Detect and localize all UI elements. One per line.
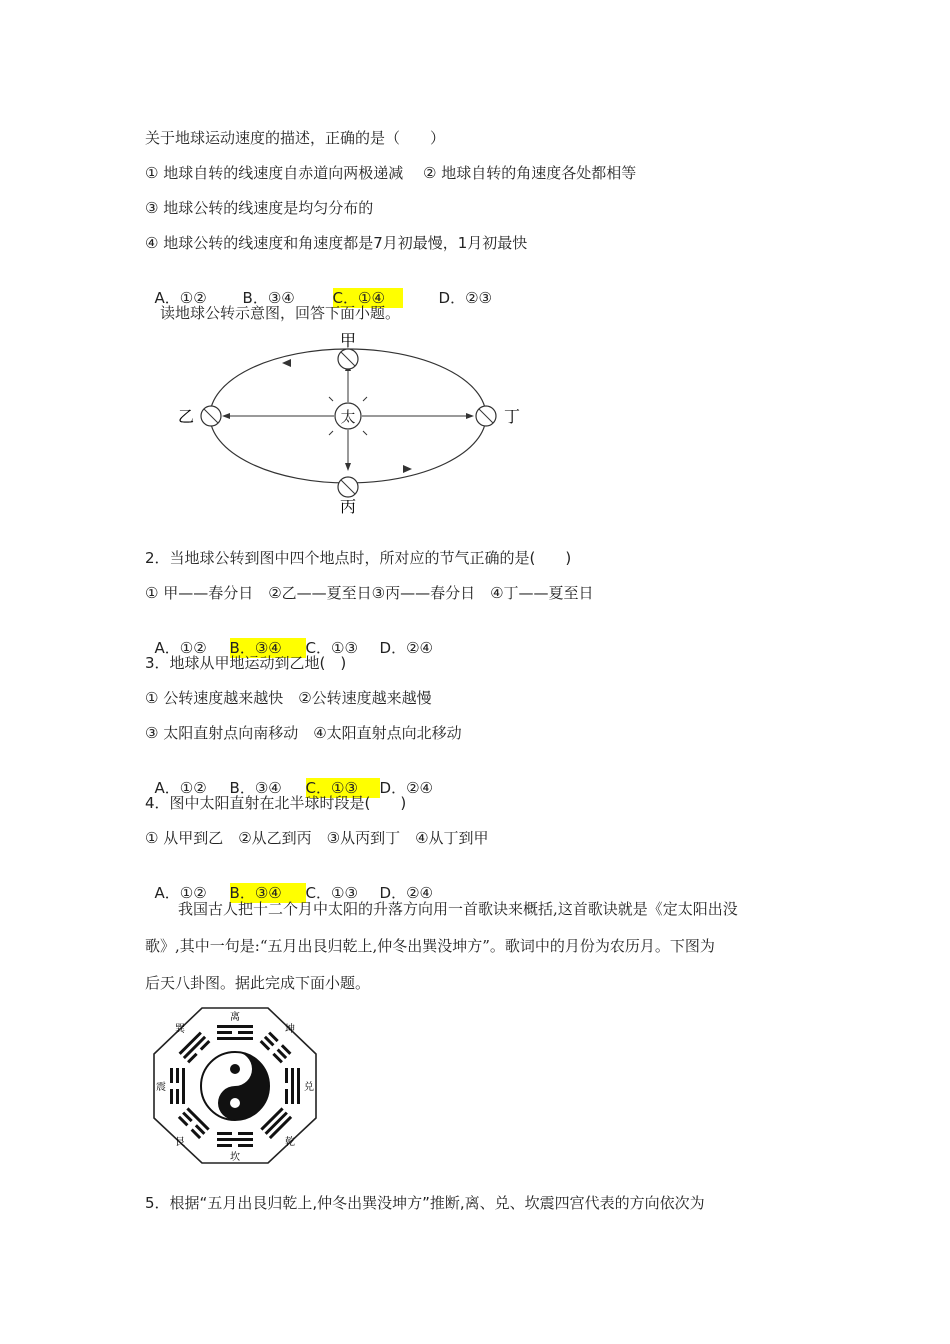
- q1-statement-3: ③ 地球公转的线速度是均匀分布的: [145, 199, 374, 217]
- earth-bottom-icon: [338, 477, 358, 497]
- q2-option-a[interactable]: A．①②: [154, 639, 207, 657]
- bagua-li: 离: [230, 1012, 240, 1023]
- q2-stem: 2．当地球公转到图中四个地点时，所对应的节气正确的是( ): [145, 549, 572, 567]
- q3-option-d[interactable]: D．②④: [379, 779, 433, 797]
- earth-right-icon: [476, 406, 496, 426]
- q4-option-c[interactable]: C．①③: [305, 884, 358, 902]
- q1-statement-4: ④ 地球公转的线速度和角速度都是7月初最慢，1月初最快: [145, 234, 528, 252]
- bagua-zhen: 震: [156, 1082, 166, 1093]
- q4-options: [145, 863, 433, 903]
- bagua-kun: 坤: [285, 1024, 295, 1035]
- label-bing: 丙: [339, 497, 357, 516]
- q1-option-b[interactable]: B．③④: [242, 289, 295, 307]
- q1-statement-1-2: ① 地球自转的线速度自赤道向两极递减 ② 地球自转的角速度各处都相等: [145, 164, 637, 182]
- q2-option-b[interactable]: B．③④: [230, 638, 306, 658]
- q3-option-a[interactable]: A．①②: [154, 779, 207, 797]
- q4-option-b[interactable]: B．③④: [230, 883, 306, 903]
- label-jia: 甲: [339, 331, 357, 350]
- q3-stem: 3．地球从甲地运动到乙地( ): [145, 654, 347, 672]
- bagua-gen: 艮: [175, 1137, 185, 1148]
- bagua-xun: 巽: [175, 1024, 185, 1035]
- q3-option-b[interactable]: B．③④: [229, 779, 282, 797]
- bagua-qian: 乾: [285, 1137, 295, 1148]
- q3-option-c[interactable]: C．①③: [306, 778, 380, 798]
- label-ding: 丁: [503, 407, 521, 426]
- bagua-kan: 坎: [230, 1152, 240, 1163]
- q5-stem: 5．根据“五月出艮归乾上,仲冬出巽没坤方”推断,离、兑、坎震四宫代表的方向依次为: [145, 1194, 705, 1212]
- q2-option-d[interactable]: D．②④: [379, 639, 433, 657]
- sun-label: 太: [340, 408, 356, 426]
- bagua-dui: 兑: [304, 1082, 314, 1093]
- q4-option-a[interactable]: A．①②: [154, 884, 207, 902]
- q1-option-c[interactable]: C．①④: [333, 288, 403, 308]
- orbit-arrow-top: [282, 359, 291, 367]
- orbit-diagram: [170, 330, 530, 520]
- q4-option-d[interactable]: D．②④: [379, 884, 433, 902]
- label-yi: 乙: [177, 407, 195, 426]
- q3-statements-2: ③ 太阳直射点向南移动 ④太阳直射点向北移动: [145, 724, 462, 742]
- intro-bagua-line-1: 我国古人把十二个月中太阳的升落方向用一首歌诀来概括,这首歌诀就是《定太阳出没: [178, 900, 738, 918]
- taiji-icon: [201, 1052, 269, 1120]
- q1-option-a[interactable]: A．①②: [154, 289, 207, 307]
- q1-option-d[interactable]: D．②③: [438, 289, 492, 307]
- intro-orbit: 读地球公转示意图，回答下面小题。: [160, 304, 401, 322]
- earth-left-icon: [201, 406, 221, 426]
- q1-stem: 关于地球运动速度的描述，正确的是（ ）: [145, 129, 446, 147]
- q3-options: [145, 758, 433, 798]
- earth-top-icon: [338, 349, 358, 369]
- intro-bagua-line-2: 歌》,其中一句是:“五月出艮归乾上,仲冬出巽没坤方”。歌词中的月份为农历月。下图为: [145, 937, 715, 955]
- intro-bagua-line-3: 后天八卦图。据此完成下面小题。: [145, 974, 371, 992]
- bagua-diagram: [150, 1005, 320, 1165]
- q2-statements: ① 甲——春分日 ②乙——夏至日③丙——春分日 ④丁——夏至日: [145, 584, 594, 602]
- orbit-arrow-bottom: [403, 465, 412, 473]
- q1-options: [145, 268, 492, 308]
- q3-statements-1: ① 公转速度越来越快 ②公转速度越来越慢: [145, 689, 432, 707]
- q2-options: [145, 618, 433, 658]
- q4-statements: ① 从甲到乙 ②从乙到丙 ③从丙到丁 ④从丁到甲: [145, 829, 489, 847]
- q4-stem: 4．图中太阳直射在北半球时段是( ): [145, 794, 407, 812]
- q2-option-c[interactable]: C．①③: [305, 639, 358, 657]
